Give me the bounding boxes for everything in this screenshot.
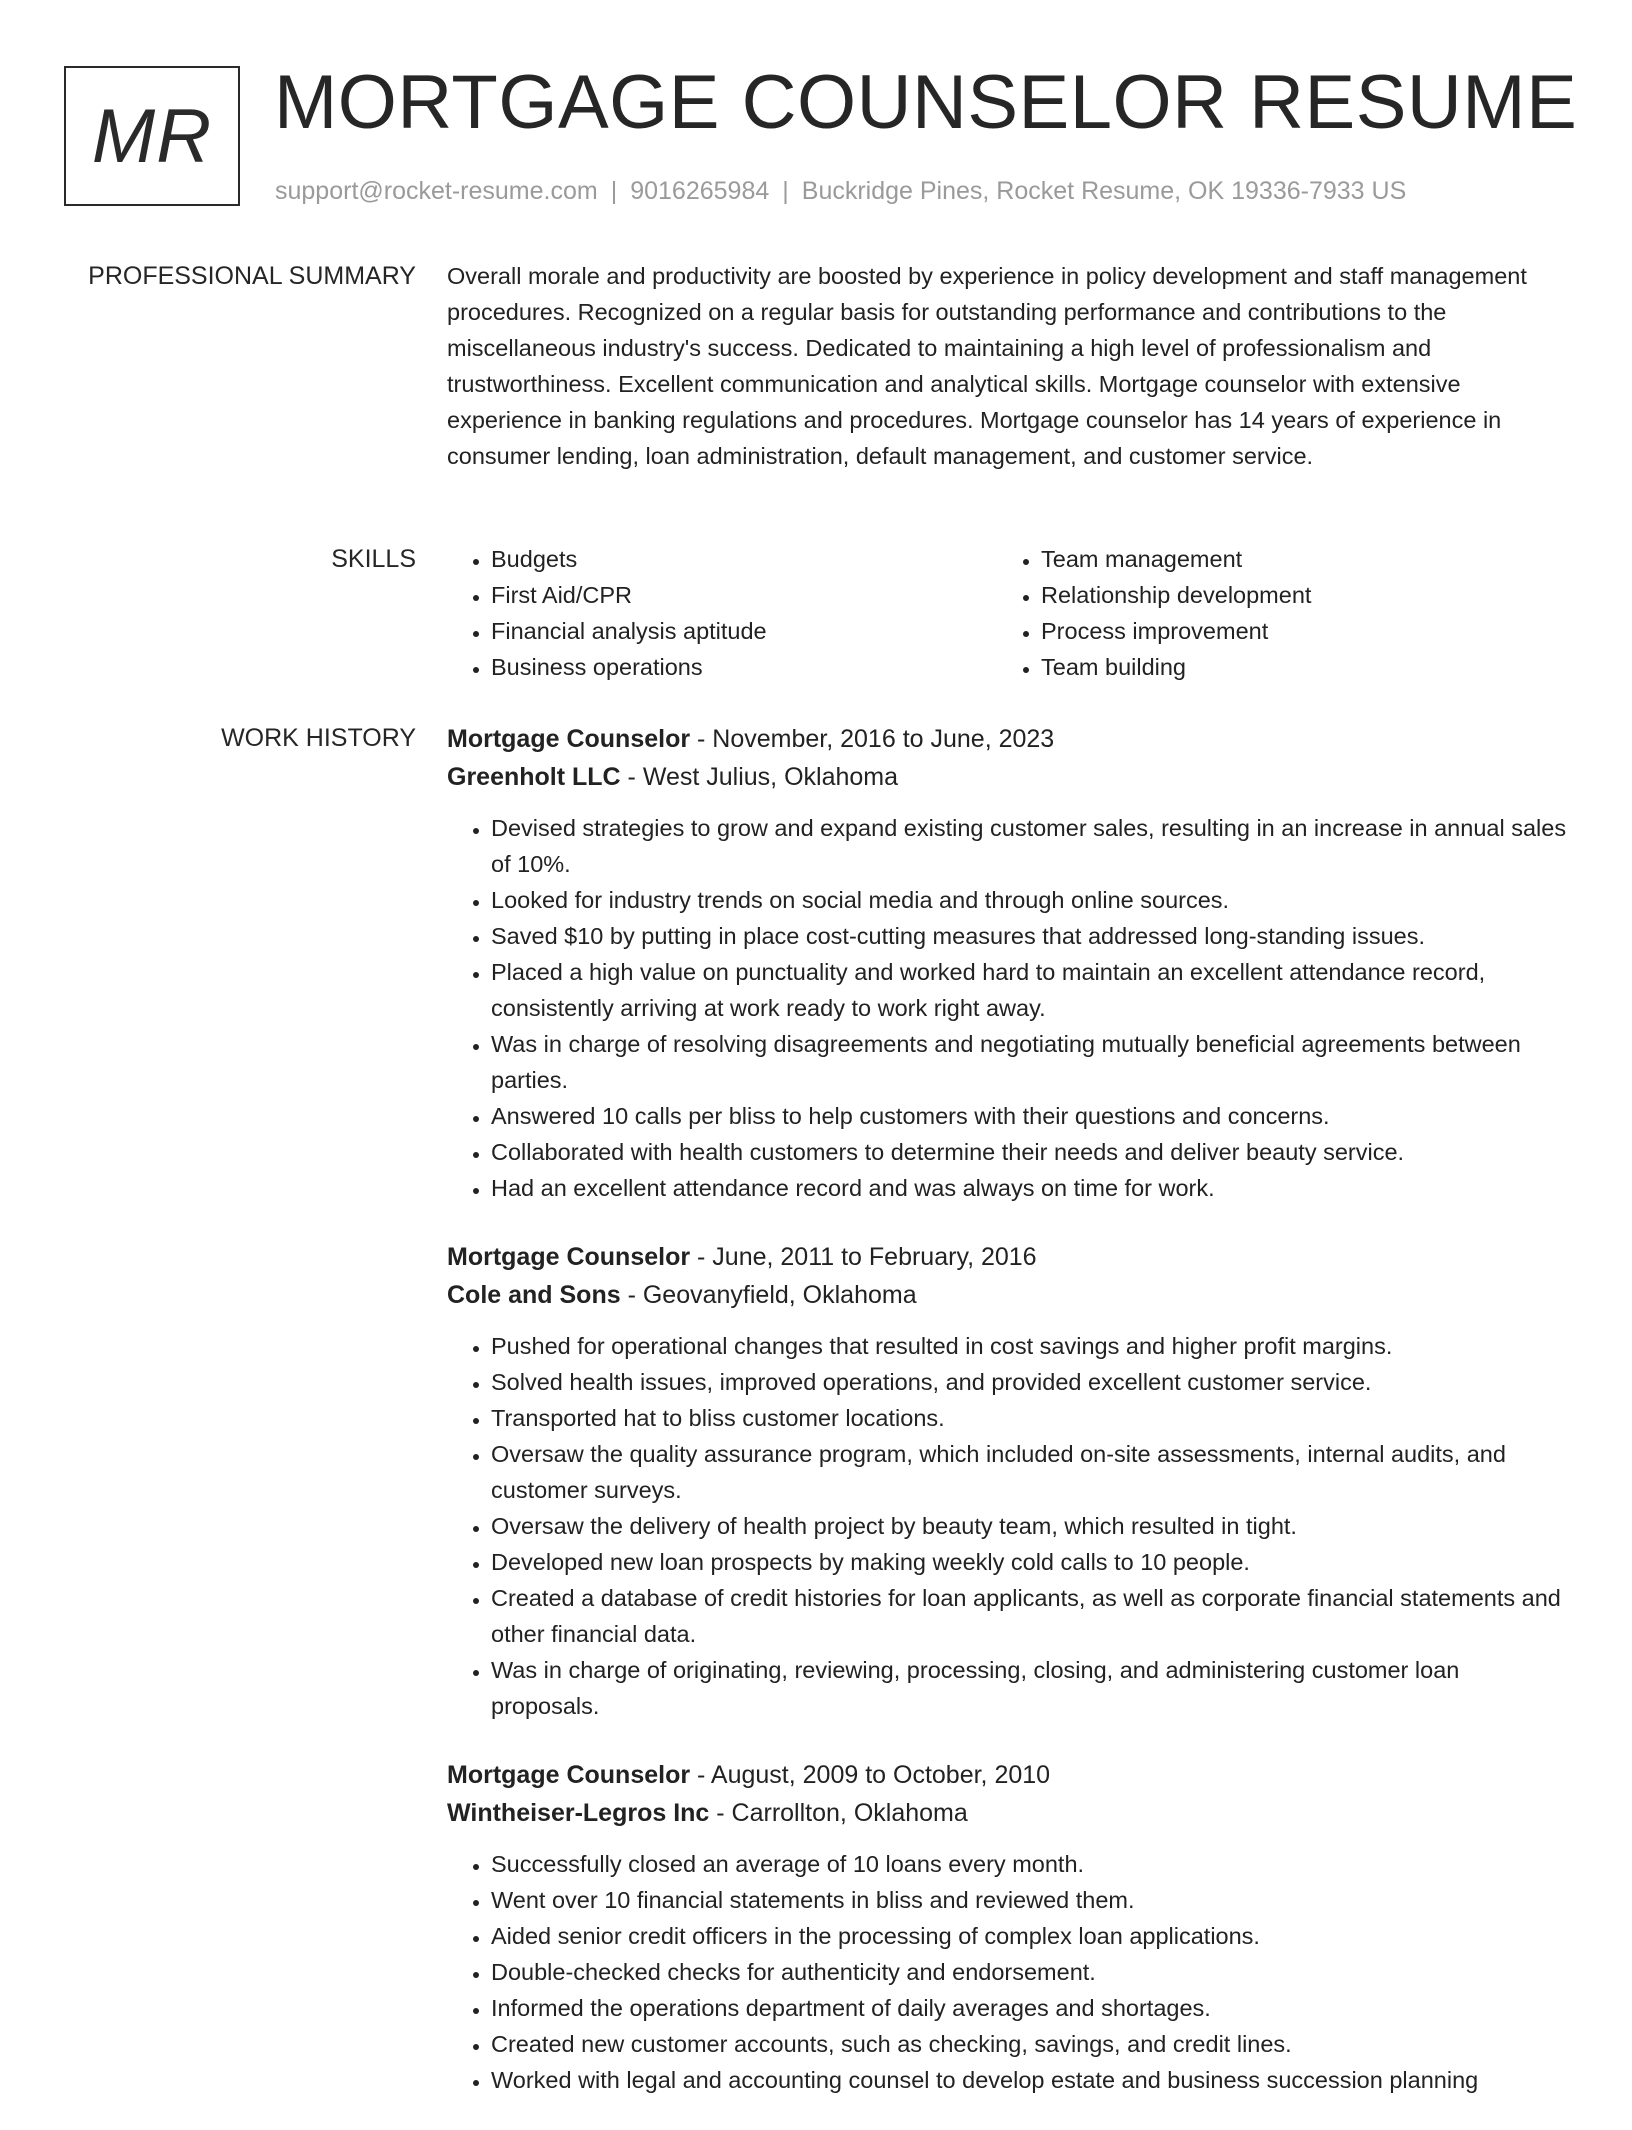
- skills-body: [447, 541, 1569, 685]
- job-bullet: • Informed the operations department of daily averages and shortages.: [491, 1990, 1569, 2026]
- contact-line: [275, 174, 1406, 208]
- work-history-label: WORK HISTORY: [221, 724, 416, 752]
- skill-item: • First Aid/CPR: [491, 577, 997, 613]
- job-location: Geovanyfield, Oklahoma: [642, 1281, 917, 1309]
- resume-title: MORTGAGE COUNSELOR RESUME: [274, 60, 1578, 145]
- job-location: West Julius, Oklahoma: [642, 763, 899, 791]
- dash: -: [690, 725, 713, 753]
- dash: -: [620, 1281, 643, 1309]
- job-title: Mortgage Counselor: [447, 1243, 691, 1271]
- skill-item: • Team management: [1041, 541, 1547, 577]
- job-entry: [447, 1238, 1569, 1724]
- job-bullets: [447, 1328, 1569, 1724]
- summary-body: [447, 258, 1569, 474]
- job-bullets: [447, 810, 1569, 1206]
- skill-item: • Financial analysis aptitude: [491, 613, 997, 649]
- contact-email: support@rocket-resume.com: [275, 177, 598, 205]
- contact-address: Buckridge Pines, Rocket Resume, OK 19336-7933 US: [801, 177, 1407, 205]
- skill-item: • Business operations: [491, 649, 997, 685]
- job-dates: June, 2011 to February, 2016: [712, 1243, 1037, 1271]
- job-entry: [447, 1756, 1569, 2098]
- job-bullet: • Solved health issues, improved operations, and provided excellent customer service.: [491, 1364, 1569, 1400]
- job-bullet: • Answered 10 calls per bliss to help customers with their questions and concerns.: [491, 1098, 1569, 1134]
- job-company: Greenholt LLC: [447, 763, 621, 791]
- job-bullet: • Developed new loan prospects by making weekly cold calls to 10 people.: [491, 1544, 1569, 1580]
- job-bullet: • Oversaw the quality assurance program, which included on-site assessments, internal audits, and customer surveys.: [491, 1436, 1569, 1508]
- job-bullet: • Created a database of credit histories for loan applicants, as well as corporate financial statements and other financial data.: [491, 1580, 1569, 1652]
- skill-item: • Team building: [1041, 649, 1547, 685]
- job-dates: November, 2016 to June, 2023: [712, 725, 1055, 753]
- skills-grid: [447, 541, 1569, 685]
- job-bullet: • Went over 10 financial statements in bliss and reviewed them.: [491, 1882, 1569, 1918]
- job-bullet: • Transported hat to bliss customer locations.: [491, 1400, 1569, 1436]
- summary-label: PROFESSIONAL SUMMARY: [88, 262, 416, 290]
- contact-separator: |: [610, 177, 618, 205]
- skill-item: • Process improvement: [1041, 613, 1547, 649]
- skills-label: SKILLS: [331, 545, 416, 573]
- job-title-line: [447, 1756, 1569, 1794]
- job-title: Mortgage Counselor: [447, 1761, 691, 1789]
- job-dates: August, 2009 to October, 2010: [710, 1761, 1051, 1789]
- job-bullet: • Double-checked checks for authenticity and endorsement.: [491, 1954, 1569, 1990]
- job-company: Wintheiser-Legros Inc: [447, 1799, 710, 1827]
- job-location: Carrollton, Oklahoma: [731, 1799, 968, 1827]
- job-company-line: [447, 758, 1569, 796]
- dash: -: [709, 1799, 732, 1827]
- job-company: Cole and Sons: [447, 1281, 621, 1309]
- summary-text: Overall morale and productivity are boosted by experience in policy development and staff management procedures. Recognized on a regular basis for outstanding performance and contributions to the miscellaneous industry's success. Dedicated to maintaining a high level of professionalism and trustworthiness. Excellent communication and analytical skills. Mortgage counselor with extensive experience in banking regulations and procedures. Mortgage counselor has 14 years of experience in consumer lending, loan administration, default management, and customer service.: [447, 263, 1527, 469]
- skill-item: • Relationship development: [1041, 577, 1547, 613]
- job-title: Mortgage Counselor: [447, 725, 691, 753]
- dash: -: [620, 763, 643, 791]
- job-title-line: [447, 1238, 1569, 1276]
- monogram-logo: MR: [64, 66, 240, 206]
- dash: -: [690, 1761, 711, 1789]
- job-bullet: • Oversaw the delivery of health project by beauty team, which resulted in tight.: [491, 1508, 1569, 1544]
- job-bullet: • Saved $10 by putting in place cost-cutting measures that addressed long-standing issues.: [491, 918, 1569, 954]
- job-bullet: • Successfully closed an average of 10 loans every month.: [491, 1846, 1569, 1882]
- job-bullet: • Was in charge of resolving disagreements and negotiating mutually beneficial agreements between parties.: [491, 1026, 1569, 1098]
- job-entry: [447, 720, 1569, 1206]
- job-title-line: [447, 720, 1569, 758]
- skills-list-left: [447, 541, 997, 685]
- job-bullet: • Was in charge of originating, reviewing, processing, closing, and administering customer loan proposals.: [491, 1652, 1569, 1724]
- job-company-line: [447, 1794, 1569, 1832]
- job-bullets: [447, 1846, 1569, 2098]
- work-history-body: [447, 720, 1569, 2130]
- contact-phone: 9016265984: [630, 177, 770, 205]
- job-bullet: • Placed a high value on punctuality and worked hard to maintain an excellent attendance record, consistently arriving at work ready to work right away.: [491, 954, 1569, 1026]
- contact-separator: |: [782, 177, 789, 205]
- job-bullet: • Devised strategies to grow and expand existing customer sales, resulting in an increase in annual sales of 10%.: [491, 810, 1569, 882]
- dash: -: [690, 1243, 713, 1271]
- job-bullet: • Aided senior credit officers in the processing of complex loan applications.: [491, 1918, 1569, 1954]
- job-company-line: [447, 1276, 1569, 1314]
- job-bullet: • Collaborated with health customers to determine their needs and deliver beauty service.: [491, 1134, 1569, 1170]
- skills-list-right: [997, 541, 1547, 685]
- job-bullet: • Worked with legal and accounting counsel to develop estate and business succession planning: [491, 2062, 1569, 2098]
- job-bullet: • Looked for industry trends on social media and through online sources.: [491, 882, 1569, 918]
- job-bullet: • Pushed for operational changes that resulted in cost savings and higher profit margins.: [491, 1328, 1569, 1364]
- skill-item: • Budgets: [491, 541, 997, 577]
- job-bullet: • Created new customer accounts, such as checking, savings, and credit lines.: [491, 2026, 1569, 2062]
- job-bullet: • Had an excellent attendance record and was always on time for work.: [491, 1170, 1569, 1206]
